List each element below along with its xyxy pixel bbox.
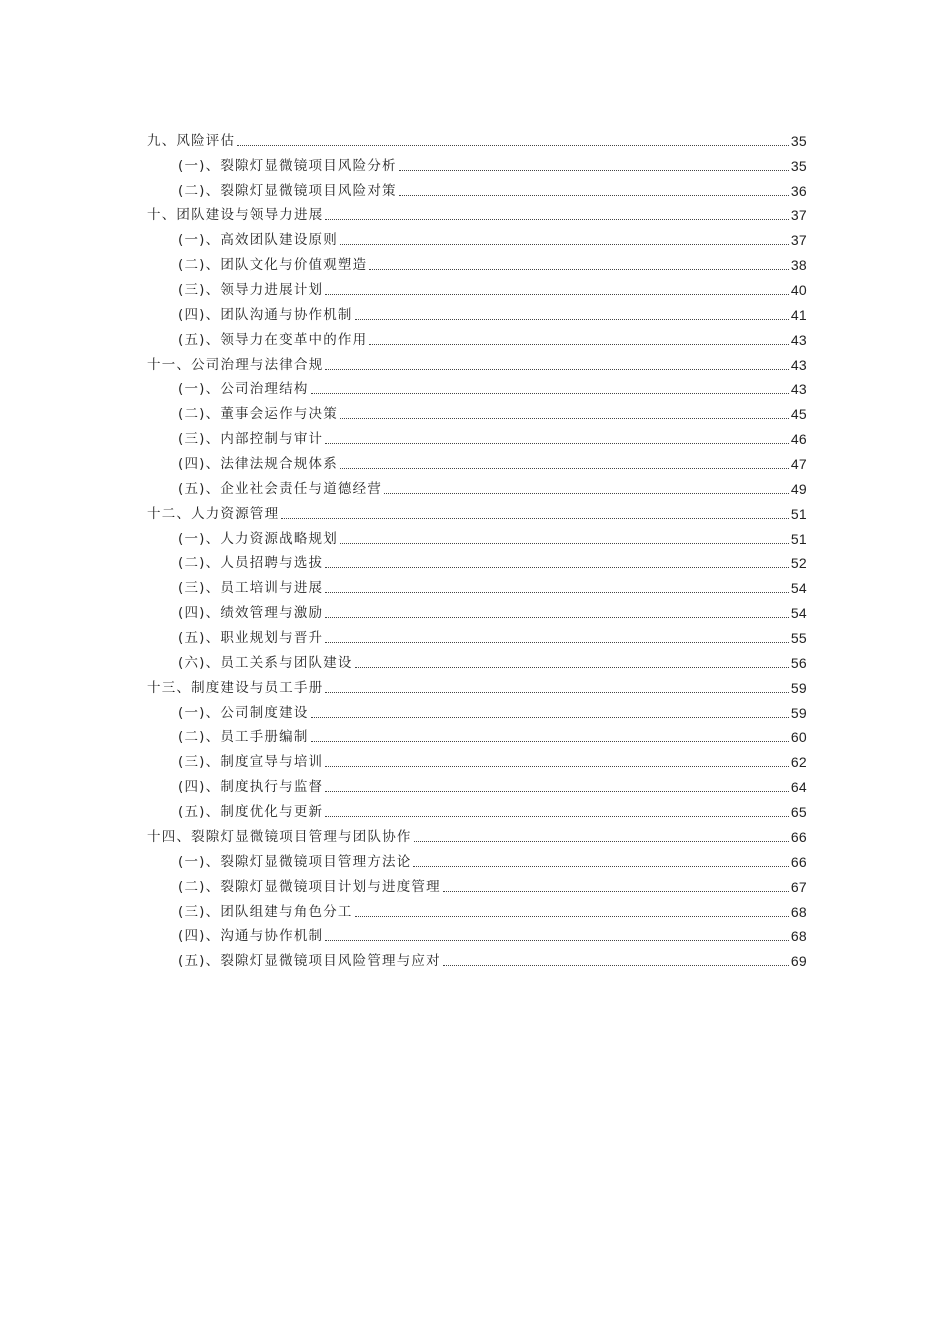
toc-dot-leader	[325, 815, 789, 817]
toc-section-entry[interactable]	[147, 548, 807, 573]
toc-entry-title: (二)、董事会运作与决策	[178, 406, 338, 423]
toc-entry-title: (四)、制度执行与监督	[178, 779, 324, 796]
toc-page-number: 62	[790, 754, 807, 771]
toc-entry-title: (五)、裂隙灯显微镜项目风险管理与应对	[178, 953, 441, 970]
toc-entry-title: 十二、人力资源管理	[147, 505, 280, 522]
toc-page-number: 65	[790, 804, 807, 821]
toc-page-number: 49	[790, 480, 807, 497]
toc-entry-title: (四)、团队沟通与协作机制	[178, 306, 353, 323]
toc-page-number: 45	[790, 406, 807, 423]
toc-section-entry[interactable]	[147, 771, 807, 796]
toc-dot-leader	[325, 641, 789, 643]
toc-page-number: 68	[790, 928, 807, 945]
toc-dot-leader	[340, 467, 789, 469]
toc-page-number: 43	[790, 331, 807, 348]
toc-page-number: 68	[790, 903, 807, 920]
toc-entry-title: (三)、领导力进展计划	[178, 282, 324, 299]
table-of-contents	[147, 125, 807, 970]
toc-page-number: 35	[790, 132, 807, 149]
toc-entry-title: (四)、沟通与协作机制	[178, 928, 324, 945]
toc-entry-title: (二)、裂隙灯显微镜项目风险对策	[178, 182, 397, 199]
toc-entry-title: (二)、裂隙灯显微镜项目计划与进度管理	[178, 878, 441, 895]
toc-dot-leader	[325, 790, 789, 792]
toc-dot-leader	[325, 939, 789, 941]
toc-entry-title: (四)、法律法规合规体系	[178, 456, 338, 473]
toc-section-entry[interactable]	[147, 398, 807, 423]
toc-dot-leader	[325, 442, 789, 444]
toc-section-entry[interactable]	[147, 622, 807, 647]
toc-section-entry[interactable]	[147, 374, 807, 399]
toc-dot-leader	[399, 169, 789, 171]
toc-page-number: 43	[790, 356, 807, 373]
toc-entry-title: (二)、员工手册编制	[178, 729, 309, 746]
toc-entry-title: (五)、企业社会责任与道德经营	[178, 480, 383, 497]
toc-entry-title: (一)、公司治理结构	[178, 381, 309, 398]
toc-entry-title: (六)、员工关系与团队建设	[178, 654, 353, 671]
toc-page-number: 35	[790, 157, 807, 174]
toc-dot-leader	[369, 268, 788, 270]
toc-chapter-entry[interactable]	[147, 498, 807, 523]
toc-dot-leader	[311, 716, 789, 718]
toc-page-number: 51	[790, 530, 807, 547]
toc-section-entry[interactable]	[147, 473, 807, 498]
toc-entry-title: (一)、人力资源战略规划	[178, 530, 338, 547]
toc-section-entry[interactable]	[147, 175, 807, 200]
toc-entry-title: (二)、团队文化与价值观塑造	[178, 257, 368, 274]
toc-dot-leader	[311, 392, 789, 394]
toc-dot-leader	[384, 492, 789, 494]
toc-chapter-entry[interactable]	[147, 672, 807, 697]
toc-dot-leader	[414, 840, 789, 842]
toc-entry-title: (五)、职业规划与晋升	[178, 630, 324, 647]
toc-page-number: 40	[790, 282, 807, 299]
toc-section-entry[interactable]	[147, 921, 807, 946]
toc-dot-leader	[340, 243, 789, 245]
toc-section-entry[interactable]	[147, 423, 807, 448]
toc-dot-leader	[355, 666, 789, 668]
toc-section-entry[interactable]	[147, 871, 807, 896]
toc-section-entry[interactable]	[147, 796, 807, 821]
toc-dot-leader	[325, 293, 789, 295]
toc-entry-title: 十一、公司治理与法律合规	[147, 356, 324, 373]
toc-page-number: 43	[790, 381, 807, 398]
toc-page-number: 66	[790, 853, 807, 870]
toc-entry-title: (三)、制度宣导与培训	[178, 754, 324, 771]
toc-section-entry[interactable]	[147, 523, 807, 548]
toc-page-number: 47	[790, 456, 807, 473]
toc-page-number: 67	[790, 878, 807, 895]
toc-dot-leader	[325, 566, 789, 568]
toc-entry-title: 十四、裂隙灯显微镜项目管理与团队协作	[147, 828, 412, 845]
toc-dot-leader	[311, 740, 789, 742]
toc-section-entry[interactable]	[147, 722, 807, 747]
toc-dot-leader	[340, 417, 789, 419]
toc-page-number: 37	[790, 207, 807, 224]
toc-entry-title: (一)、裂隙灯显微镜项目管理方法论	[178, 853, 412, 870]
toc-section-entry[interactable]	[147, 249, 807, 274]
toc-chapter-entry[interactable]	[147, 349, 807, 374]
toc-dot-leader	[325, 616, 789, 618]
toc-entry-title: (五)、领导力在变革中的作用	[178, 331, 368, 348]
toc-page-number: 69	[790, 953, 807, 970]
toc-section-entry[interactable]	[147, 597, 807, 622]
toc-page-number: 36	[790, 182, 807, 199]
toc-dot-leader	[399, 194, 789, 196]
toc-page-number: 38	[790, 257, 807, 274]
toc-dot-leader	[281, 517, 789, 519]
toc-dot-leader	[413, 865, 788, 867]
toc-section-entry[interactable]	[147, 224, 807, 249]
toc-section-entry[interactable]	[147, 150, 807, 175]
toc-dot-leader	[325, 691, 788, 693]
toc-section-entry[interactable]	[147, 746, 807, 771]
toc-section-entry[interactable]	[147, 896, 807, 921]
toc-dot-leader	[325, 218, 788, 220]
toc-entry-title: (一)、裂隙灯显微镜项目风险分析	[178, 157, 397, 174]
toc-page-number: 54	[790, 605, 807, 622]
toc-dot-leader	[237, 144, 789, 146]
toc-entry-title: 九、风险评估	[147, 132, 236, 149]
toc-dot-leader	[355, 318, 789, 320]
toc-section-entry[interactable]	[147, 647, 807, 672]
toc-section-entry[interactable]	[147, 274, 807, 299]
toc-section-entry[interactable]	[147, 945, 807, 970]
toc-section-entry[interactable]	[147, 846, 807, 871]
toc-entry-title: (五)、制度优化与更新	[178, 804, 324, 821]
toc-chapter-entry[interactable]	[147, 200, 807, 225]
toc-page-number: 52	[790, 555, 807, 572]
toc-entry-title: 十、团队建设与领导力进展	[147, 207, 324, 224]
toc-section-entry[interactable]	[147, 697, 807, 722]
toc-page-number: 46	[790, 431, 807, 448]
toc-page-number: 64	[790, 779, 807, 796]
toc-entry-title: (三)、团队组建与角色分工	[178, 903, 353, 920]
toc-dot-leader	[325, 591, 789, 593]
toc-chapter-entry[interactable]	[147, 821, 807, 846]
toc-page-number: 54	[790, 580, 807, 597]
toc-section-entry[interactable]	[147, 572, 807, 597]
toc-entry-title: (三)、内部控制与审计	[178, 431, 324, 448]
toc-section-entry[interactable]	[147, 448, 807, 473]
toc-dot-leader	[325, 368, 788, 370]
toc-dot-leader	[443, 964, 789, 966]
toc-page-number: 59	[790, 679, 807, 696]
toc-dot-leader	[340, 542, 789, 544]
toc-entry-title: (四)、绩效管理与激励	[178, 605, 324, 622]
toc-section-entry[interactable]	[147, 299, 807, 324]
toc-page-number: 59	[790, 704, 807, 721]
toc-page-number: 41	[790, 306, 807, 323]
toc-page-number: 56	[790, 654, 807, 671]
toc-entry-title: (一)、高效团队建设原则	[178, 232, 338, 249]
toc-page-number: 55	[790, 630, 807, 647]
toc-dot-leader	[443, 890, 789, 892]
toc-section-entry[interactable]	[147, 324, 807, 349]
toc-entry-title: (二)、人员招聘与选拔	[178, 555, 324, 572]
toc-chapter-entry[interactable]	[147, 125, 807, 150]
toc-dot-leader	[369, 343, 788, 345]
toc-page-number: 60	[790, 729, 807, 746]
toc-page-number: 37	[790, 232, 807, 249]
toc-page-number: 66	[790, 828, 807, 845]
toc-page-number: 51	[790, 505, 807, 522]
toc-entry-title: 十三、制度建设与员工手册	[147, 679, 324, 696]
toc-dot-leader	[325, 765, 789, 767]
toc-entry-title: (一)、公司制度建设	[178, 704, 309, 721]
toc-entry-title: (三)、员工培训与进展	[178, 580, 324, 597]
toc-dot-leader	[355, 915, 789, 917]
